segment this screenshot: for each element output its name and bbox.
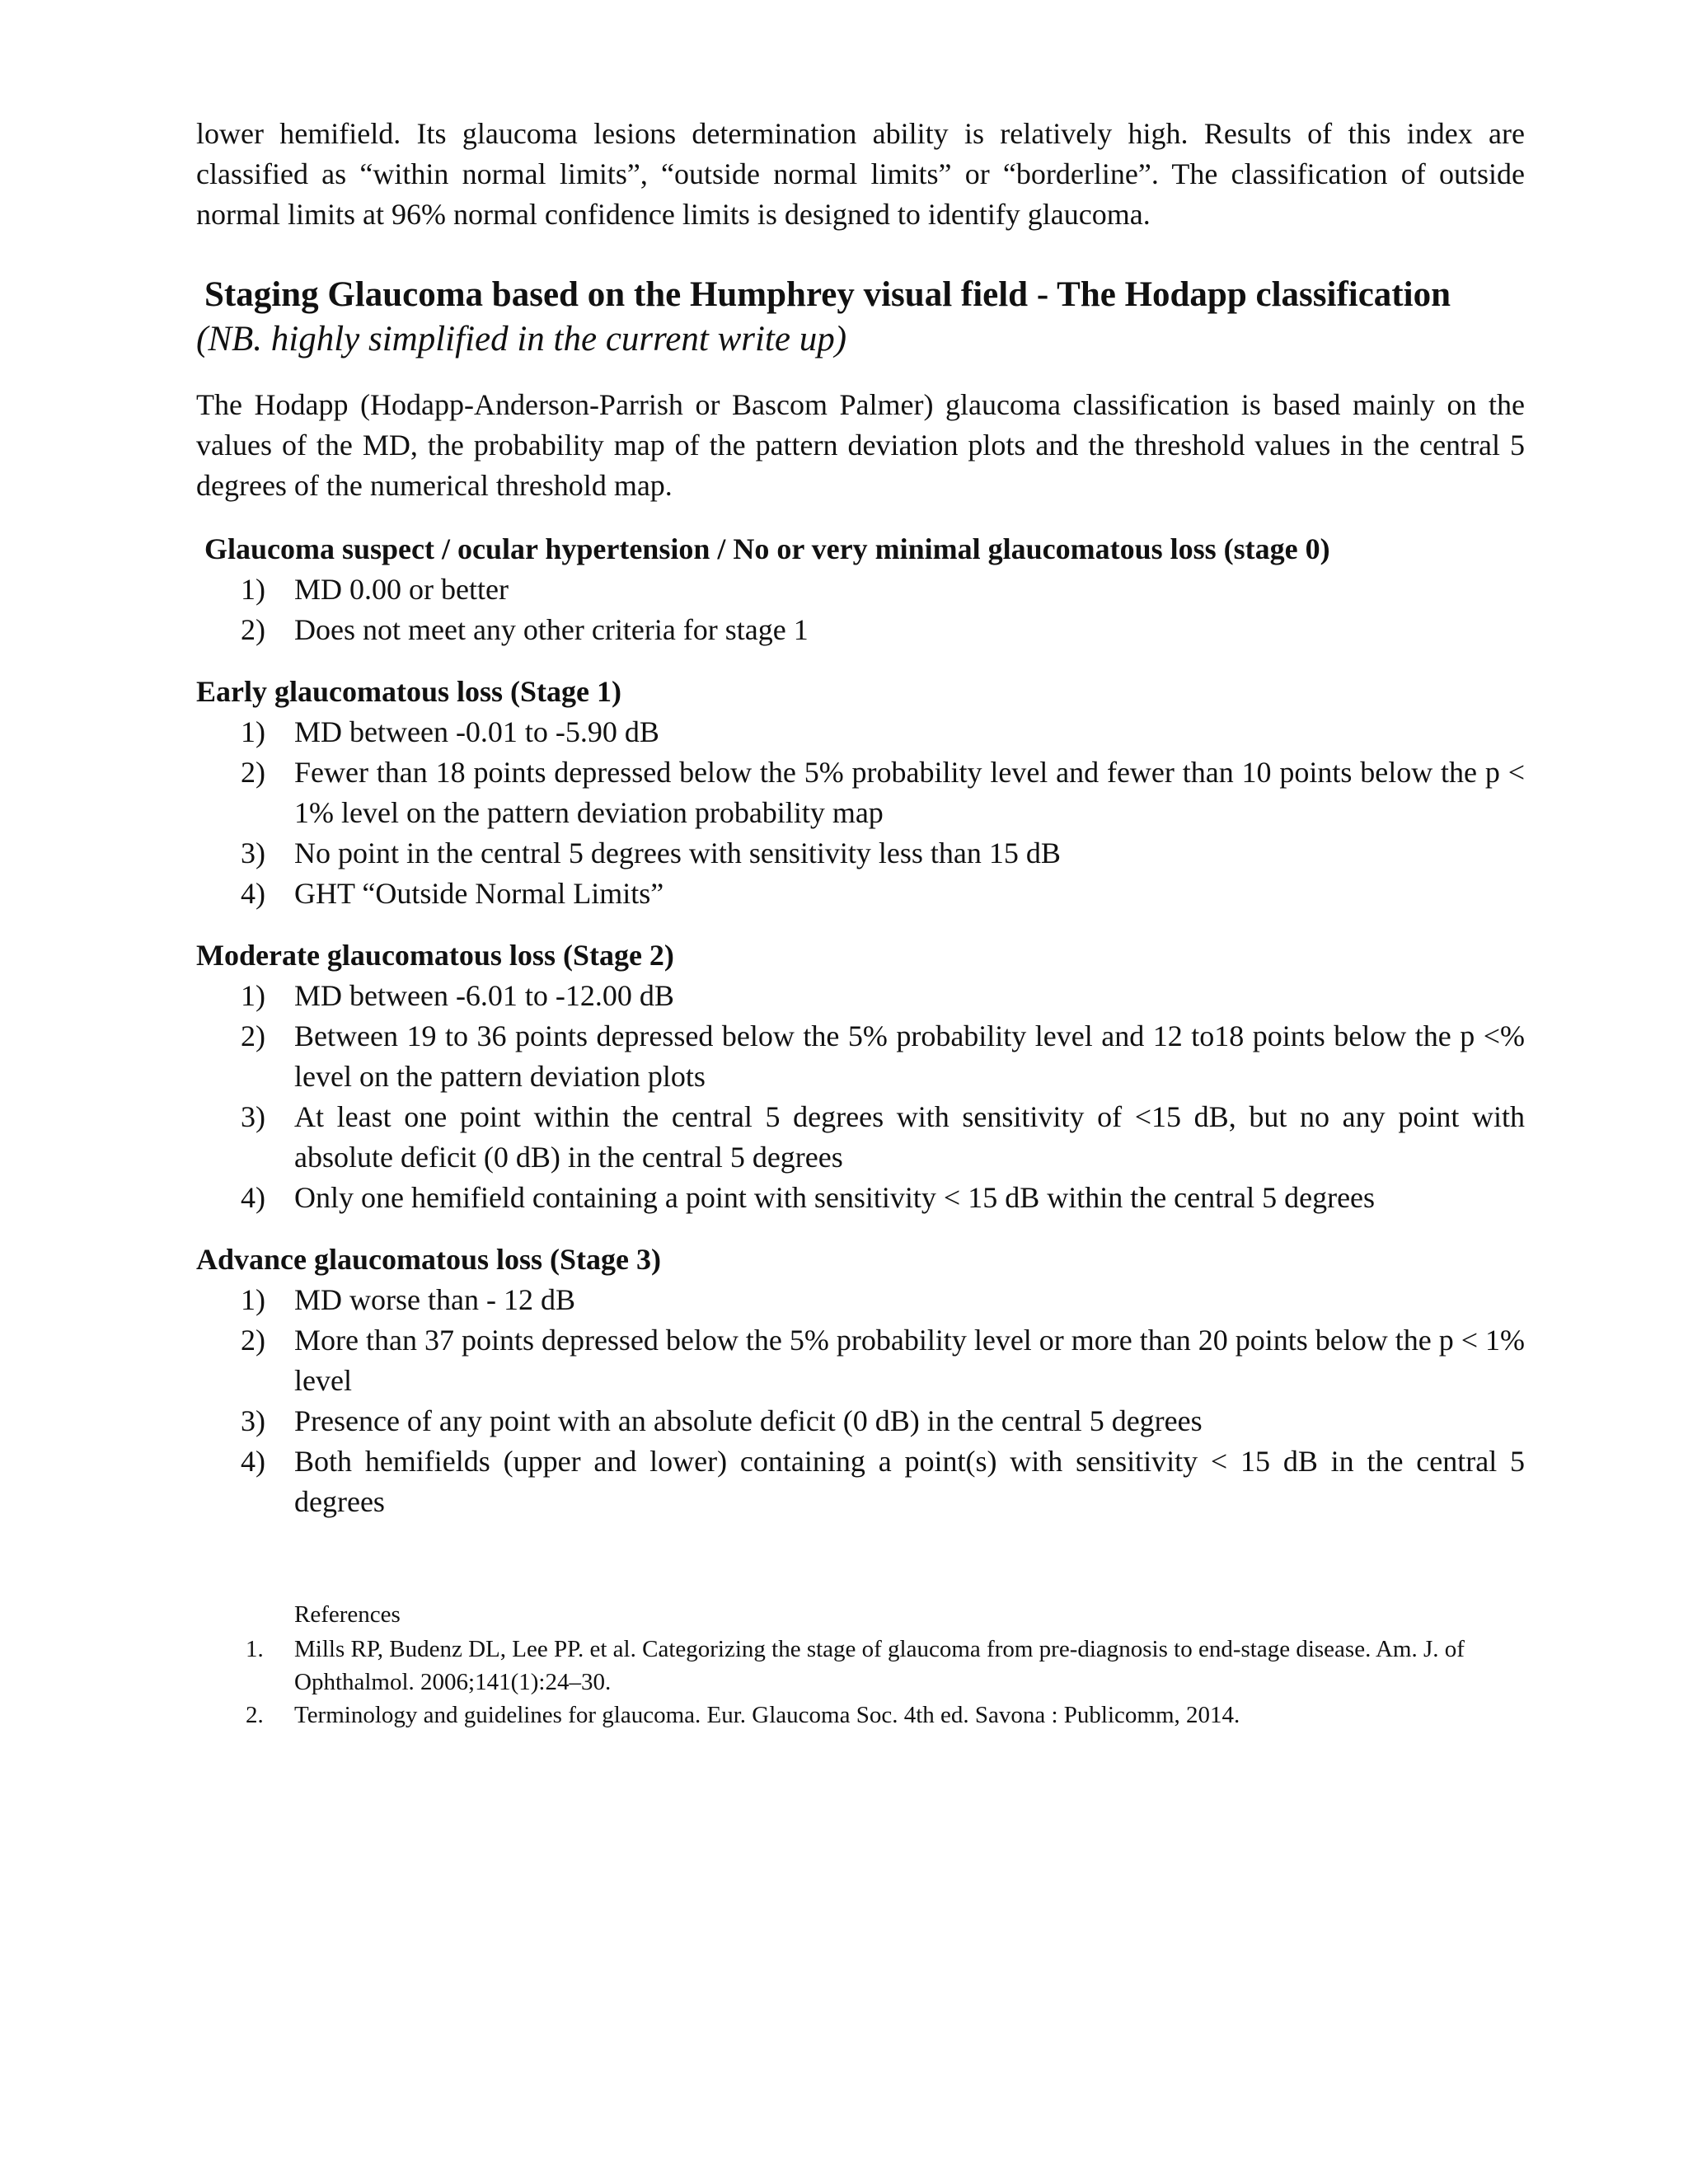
criteria-list xyxy=(196,712,1525,914)
criteria-number: 2) xyxy=(241,1019,265,1052)
stage-2-section xyxy=(196,935,1525,1218)
criteria-text: Fewer than 18 points depressed below the 5% probability level and fewer than 10 points below the p < 1% level on the pattern deviation probability map xyxy=(294,756,1525,829)
criteria-item xyxy=(196,1097,1525,1178)
criteria-text: More than 37 points depressed below the 5% probability level or more than 20 points below the p < 1% level xyxy=(294,1324,1525,1397)
criteria-list xyxy=(204,569,1525,650)
criteria-item xyxy=(196,1320,1525,1401)
stage-title: Advance glaucomatous loss (Stage 3) xyxy=(196,1243,661,1276)
criteria-number: 3) xyxy=(241,837,265,869)
criteria-text: MD 0.00 or better xyxy=(294,573,509,606)
criteria-text: Does not meet any other criteria for stage 1 xyxy=(294,613,809,646)
references-title: References xyxy=(294,1601,401,1628)
criteria-number: 4) xyxy=(241,1445,265,1478)
criteria-text: MD worse than - 12 dB xyxy=(294,1283,575,1316)
stage-title: Early glaucomatous loss (Stage 1) xyxy=(196,675,621,708)
criteria-item xyxy=(196,1441,1525,1522)
criteria-text: Between 19 to 36 points depressed below the 5% probability level and 12 to18 points below the p <% level on the pattern deviation plots xyxy=(294,1019,1525,1093)
criteria-number: 2) xyxy=(241,1324,265,1357)
stage-title: Moderate glaucomatous loss (Stage 2) xyxy=(196,939,674,972)
stage-3-section xyxy=(196,1240,1525,1522)
criteria-text: Only one hemifield containing a point with sensitivity < 15 dB within the central 5 degrees xyxy=(294,1181,1376,1214)
stage-title: Glaucoma suspect / ocular hypertension / No or very minimal glaucomatous loss (stage 0) xyxy=(204,532,1330,565)
criteria-number: 4) xyxy=(241,1181,265,1214)
criteria-item xyxy=(196,752,1525,833)
criteria-list xyxy=(196,976,1525,1218)
section-heading: Staging Glaucoma based on the Humphrey visual field - The Hodapp classification xyxy=(204,275,1451,314)
section-subheading: (NB. highly simplified in the current write up) xyxy=(196,320,847,359)
reference-number: 2. xyxy=(246,1702,264,1728)
criteria-number: 2) xyxy=(241,756,265,789)
criteria-number: 1) xyxy=(241,979,265,1012)
criteria-item xyxy=(196,976,1525,1016)
criteria-item xyxy=(196,569,1525,610)
criteria-item xyxy=(196,712,1525,752)
criteria-item xyxy=(196,833,1525,874)
criteria-number: 1) xyxy=(241,715,265,748)
criteria-number: 2) xyxy=(241,613,265,646)
hodapp-intro-paragraph: The Hodapp (Hodapp-Anderson-Parrish or Bascom Palmer) glaucoma classification is based mainly on the values of the MD, the probability map of the pattern deviation plots and the threshold values in the central 5 degrees of the numerical threshold map. xyxy=(196,388,1525,502)
criteria-item xyxy=(196,1401,1525,1441)
references-list xyxy=(196,1633,1525,1732)
reference-text: Mills RP, Budenz DL, Lee PP. et al. Categorizing the stage of glaucoma from pre-diagnosis to end-stage disease. Am. J. of Ophthalmol. 2006;141(1):24–30. xyxy=(294,1636,1465,1695)
reference-item xyxy=(196,1633,1525,1699)
document-page xyxy=(196,114,1525,1732)
reference-text: Terminology and guidelines for glaucoma. Eur. Glaucoma Soc. 4th ed. Savona : Publicomm, 2014. xyxy=(294,1702,1240,1728)
references-section xyxy=(196,1598,1525,1732)
criteria-text: GHT “Outside Normal Limits” xyxy=(294,877,664,910)
criteria-item xyxy=(196,610,1525,650)
stage-0-section xyxy=(204,529,1525,650)
reference-item xyxy=(196,1699,1525,1732)
criteria-number: 1) xyxy=(241,1283,265,1316)
criteria-text: MD between -6.01 to -12.00 dB xyxy=(294,979,674,1012)
criteria-text: No point in the central 5 degrees with sensitivity less than 15 dB xyxy=(294,837,1061,869)
reference-number: 1. xyxy=(246,1636,264,1662)
criteria-number: 1) xyxy=(241,573,265,606)
criteria-text: MD between -0.01 to -5.90 dB xyxy=(294,715,659,748)
criteria-number: 4) xyxy=(241,877,265,910)
criteria-text: Presence of any point with an absolute deficit (0 dB) in the central 5 degrees xyxy=(294,1404,1203,1437)
criteria-item xyxy=(196,1178,1525,1218)
stage-1-section xyxy=(196,672,1525,914)
criteria-item xyxy=(196,1280,1525,1320)
criteria-item xyxy=(196,1016,1525,1097)
intro-paragraph: lower hemifield. Its glaucoma lesions determination ability is relatively high. Results of this index are classified as “within normal limits”, “outside normal limits” or “borderline”. The classification of outside normal limits at 96% normal confidence limits is designed to identify glaucoma. xyxy=(196,117,1525,231)
criteria-number: 3) xyxy=(241,1404,265,1437)
criteria-item xyxy=(196,874,1525,914)
criteria-text: Both hemifields (upper and lower) containing a point(s) with sensitivity < 15 dB in the central 5 degrees xyxy=(294,1445,1525,1518)
criteria-text: At least one point within the central 5 degrees with sensitivity of <15 dB, but no any point with absolute deficit (0 dB) in the central 5 degrees xyxy=(294,1100,1525,1174)
criteria-list xyxy=(196,1280,1525,1522)
criteria-number: 3) xyxy=(241,1100,265,1133)
